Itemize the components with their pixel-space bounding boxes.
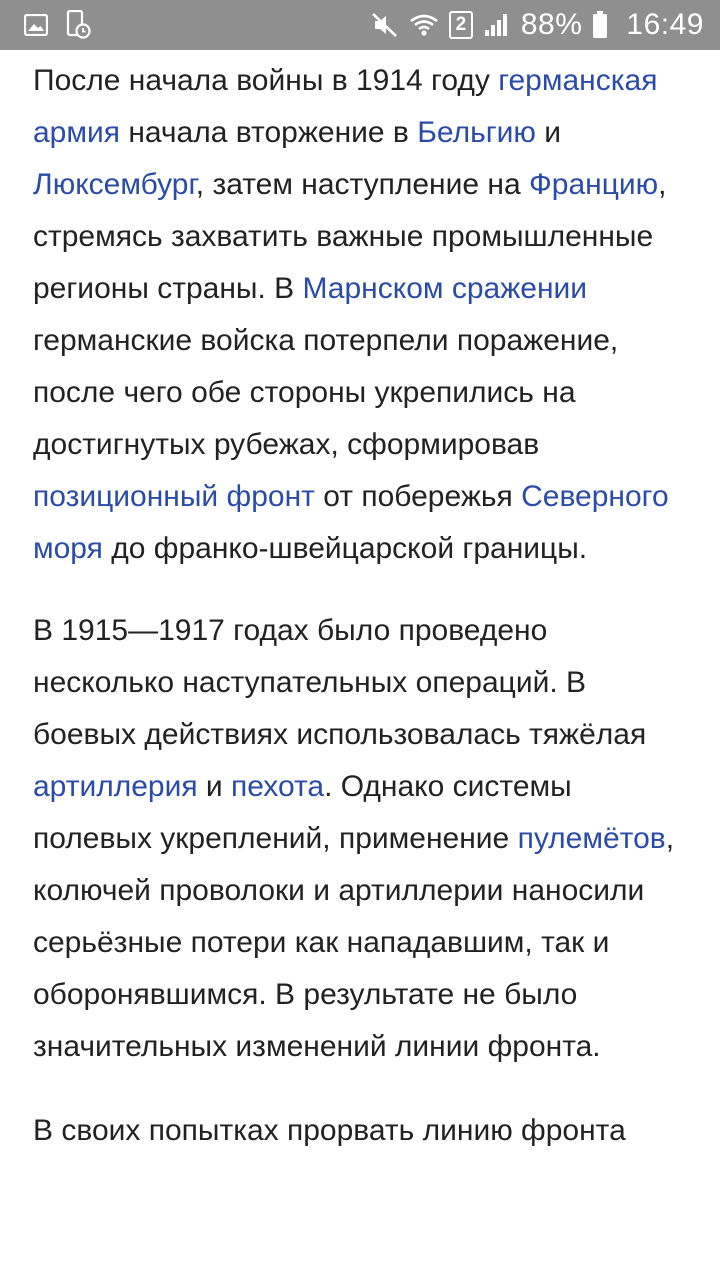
mute-icon bbox=[371, 12, 399, 38]
article-link[interactable]: артиллерия bbox=[33, 770, 198, 803]
sim-badge-icon: 2 bbox=[449, 11, 473, 39]
article-link[interactable]: позиционный фронт bbox=[33, 480, 315, 513]
article-link[interactable]: германская армия bbox=[33, 64, 658, 149]
article-paragraph bbox=[33, 605, 693, 1073]
article-link[interactable]: пулемётов bbox=[517, 822, 666, 855]
article-text: , затем наступление на bbox=[195, 168, 529, 201]
article-link[interactable]: пехота bbox=[231, 770, 325, 803]
article-link[interactable]: Северного моря bbox=[33, 480, 669, 565]
article-link[interactable]: Марнском сражении bbox=[302, 272, 588, 305]
article-link[interactable]: Люксембург bbox=[33, 168, 196, 201]
article-text: , стремясь захватить важные промышленные регионы страны. В bbox=[33, 168, 667, 305]
article-link[interactable]: Бельгию bbox=[417, 116, 536, 149]
article-text: и bbox=[535, 116, 561, 149]
article-text: германские войска потерпели поражение, после чего обе стороны укрепились на достигнутых рубежах, сформировав bbox=[33, 324, 619, 461]
article-text: от побережья bbox=[314, 480, 522, 513]
article-text: После начала войны в 1914 году bbox=[33, 64, 499, 97]
article-paragraph bbox=[33, 55, 693, 575]
battery-percent: 88% bbox=[520, 8, 583, 41]
battery-icon bbox=[592, 11, 608, 39]
article-link[interactable]: Францию bbox=[528, 168, 659, 201]
gallery-icon bbox=[24, 14, 48, 36]
article-text: начала вторжение в bbox=[120, 116, 418, 149]
article-body bbox=[33, 50, 693, 1157]
article-text: . Однако системы полевых укреплений, применение bbox=[33, 770, 572, 855]
status-bar-system bbox=[371, 8, 704, 42]
signal-icon bbox=[483, 12, 511, 38]
article-paragraph bbox=[33, 1105, 693, 1157]
article-text: до франко-швейцарской границы. bbox=[102, 532, 588, 565]
status-bar bbox=[0, 0, 720, 50]
status-bar-notifications bbox=[24, 10, 92, 40]
article-text: , колючей проволоки и артиллерии наносили серьёзные потери как нападавшим, так и оборонявшимся. В результате не было значительных изменений линии фронта. bbox=[33, 822, 675, 1063]
article-text: В своих попытках прорвать линию фронта bbox=[33, 1114, 626, 1147]
wifi-icon bbox=[409, 12, 439, 38]
article-text: В 1915—1917 годах было проведено несколько наступательных операций. В боевых действиях использовалась тяжёлая bbox=[33, 614, 647, 751]
clock: 16:49 bbox=[626, 8, 704, 41]
screen-recorder-icon bbox=[66, 10, 92, 40]
article-text: и bbox=[197, 770, 232, 803]
